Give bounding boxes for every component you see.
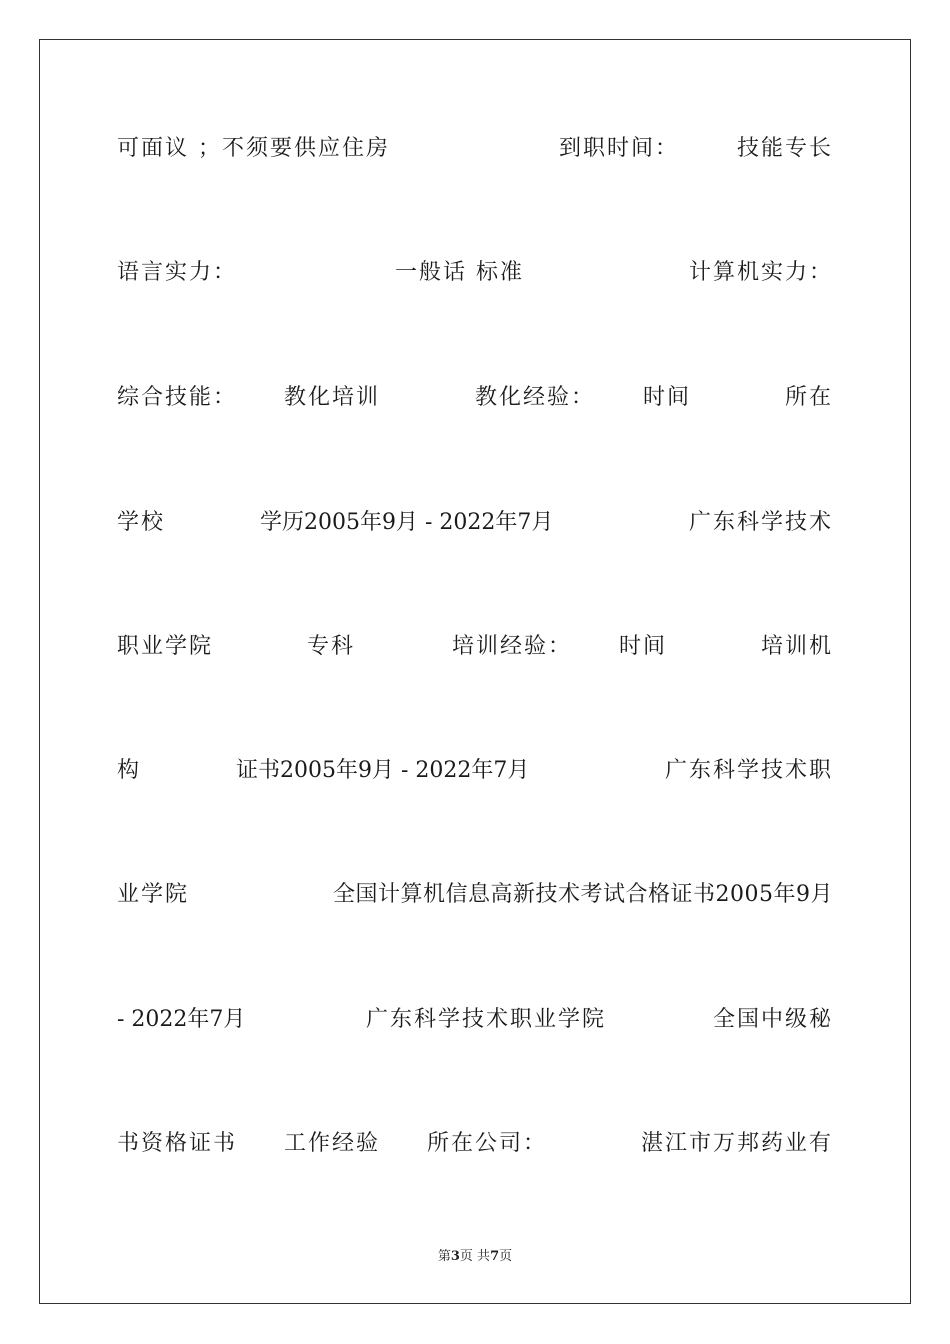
current-page-number: 3 [450, 1249, 460, 1264]
text-segment: 构 [117, 758, 142, 783]
text-segment: 技能专长 [736, 136, 833, 161]
text-segment: 计算机实力： [688, 260, 833, 285]
text-segment: 教化培训 [284, 385, 381, 410]
text-line-9 [117, 1129, 833, 1159]
total-page-count: 7 [490, 1249, 500, 1264]
text-segment: 专科 [307, 634, 356, 659]
text-segment: 教化经验： [475, 385, 596, 410]
text-line-4 [117, 508, 833, 538]
text-segment: - 2022年7月 [117, 1007, 246, 1032]
text-segment: 可面议 ；不须要供应住房 [117, 136, 390, 161]
text-segment: 综合技能： [117, 385, 238, 410]
text-segment: 培训机 [760, 634, 833, 659]
text-segment: 广东科学技术职 [664, 758, 833, 783]
text-line-7 [117, 880, 833, 910]
text-line-1 [117, 134, 833, 164]
text-segment: 培训经验： [452, 634, 573, 659]
text-segment: 业学院 [117, 882, 190, 907]
text-segment: 全国计算机信息高新技术考试合格证书2005年9月 [333, 882, 833, 907]
text-segment: 证书2005年9月 - 2022年7月 [236, 758, 530, 783]
text-segment: 所在 [784, 385, 833, 410]
text-line-8 [117, 1005, 833, 1035]
text-line-6 [117, 756, 833, 786]
text-segment: 所在公司： [427, 1131, 548, 1156]
text-segment: 时间 [619, 634, 668, 659]
text-segment: 时间 [643, 385, 692, 410]
text-segment: 学历2005年9月 - 2022年7月 [260, 510, 554, 535]
footer-suffix: 页 [499, 1249, 513, 1264]
text-segment: 广东科学技术 [688, 510, 833, 535]
text-segment: 全国中级秘 [712, 1007, 833, 1032]
text-line-2 [117, 258, 833, 288]
text-segment: 到职时间： [559, 136, 680, 161]
text-segment: 学校 [117, 510, 166, 535]
text-segment: 职业学院 [117, 634, 214, 659]
text-segment: 湛江市万邦药业有 [640, 1131, 833, 1156]
footer-prefix: 第 [437, 1249, 451, 1264]
text-segment: 语言实力： [117, 260, 238, 285]
text-line-5 [117, 632, 833, 662]
text-segment: 书资格证书 [117, 1131, 238, 1156]
footer-mid: 页 共 [459, 1249, 491, 1264]
text-segment: 工作经验 [284, 1131, 381, 1156]
text-segment: 一般话 标准 [395, 260, 524, 285]
page-border [39, 39, 911, 1304]
text-segment: 广东科学技术职业学院 [366, 1007, 607, 1032]
page-number-footer [0, 1247, 950, 1267]
text-line-3 [117, 383, 833, 413]
